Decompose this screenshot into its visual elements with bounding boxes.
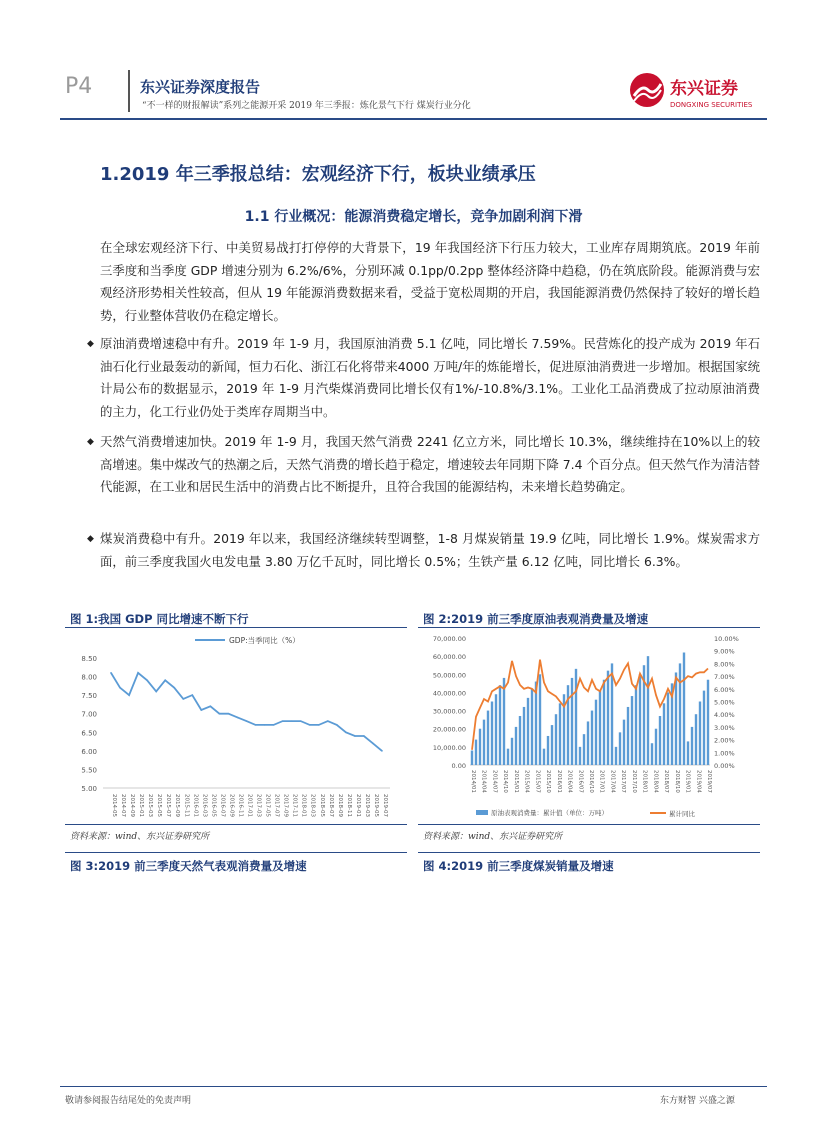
bullet-gas [87,431,760,499]
oil-consumption-bar [707,680,709,765]
section-heading: 1.2019 年三季报总结：宏观经济下行，板块业绩承压 [100,164,536,185]
gdp-data-point [110,672,112,674]
report-subtitle: “不一样的财报解读”系列之能源开采 2019 年三季报：炼化景气下行 煤炭行业分化 [142,101,471,111]
x-tick-label: 2014-09 [129,794,136,817]
y-tick-label: 6.50 [81,729,97,738]
x-tick-label: 2014/10 [502,770,509,793]
gdp-data-point [345,731,347,733]
gdp-data-point [291,720,293,722]
oil-consumption-bar [639,674,641,765]
gdp-data-point [327,720,329,722]
right-y-tick-label: 4.00% [714,711,735,720]
gdp-series-line [111,673,382,751]
left-y-tick-label: 40,000.00 [432,689,466,698]
oil-consumption-bar [631,696,633,765]
oil-consumption-bar [495,694,497,765]
figure-4-title: 图 4:2019 前三季度煤炭销量及增速 [423,859,614,873]
gdp-data-point [282,720,284,722]
oil-consumption-bar [659,716,661,765]
x-tick-label: 2016-09 [228,794,235,817]
oil-consumption-bar [479,729,481,765]
x-tick-label: 2018/07 [663,770,670,793]
right-y-tick-label: 10.00% [714,635,739,643]
page-number: P4 [65,74,93,99]
bullet-diamond-icon: ◆ [87,437,94,447]
gdp-data-point [255,724,257,726]
left-y-tick-label: 20,000.00 [432,725,466,734]
footer-rule [60,1086,767,1087]
gdp-data-point [273,724,275,726]
oil-consumption-bar [507,749,509,765]
x-tick-label: 2019/04 [695,770,702,793]
bullet-coal [87,528,760,573]
oil-consumption-bar [547,736,549,765]
x-tick-label: 2016/07 [577,770,584,793]
x-tick-label: 2018-11 [345,794,352,817]
oil-consumption-bar [615,747,617,765]
x-tick-label: 2017-01 [246,794,253,817]
gdp-data-point [164,679,166,681]
oil-consumption-bar [655,729,657,765]
gdp-data-point [237,717,239,719]
x-tick-label: 2017/01 [598,770,605,793]
x-tick-label: 2019/07 [706,770,712,793]
oil-consumption-bar [635,685,637,765]
bullet-oil-text: 原油消费增速稳中有升。2019 年 1-9 月，我国原油消费 5.1 亿吨，同比增长 7.59%。民营炼化的投产成为 2019 年石油石化行业最轰动的新闻，恒力石化、浙江石化将带来4000 万吨/年的炼能增长，促进原油消费进一步增加。根据国家统计局公布的数据显示，2019 年 1-9 月汽柴煤消费同比增长仅有1%/-10.8%/3.1%。工业化工品消费成了拉动原油消费的主力，化工行业仍处于类库存周期当中。 [100,336,760,419]
x-tick-label: 2015-07 [165,794,172,817]
gdp-data-point [128,694,130,696]
bullet-oil [87,333,760,423]
right-y-tick-label: 6.00% [714,685,735,694]
company-logo [628,70,768,114]
gdp-data-point [354,735,356,737]
figure-2-source: 资料来源：wind、东兴证券研究所 [423,832,563,842]
left-y-tick-label: 60,000.00 [432,653,466,662]
y-tick-label: 7.00 [81,710,97,719]
figure-1-frame [65,627,407,825]
x-tick-label: 2019-01 [354,794,361,817]
gdp-data-point [246,720,248,722]
oil-consumption-bar [515,727,517,765]
oil-consumption-bar [695,714,697,765]
x-tick-label: 2016-03 [201,794,208,817]
oil-consumption-bar [539,674,541,765]
right-y-tick-label: 2.00% [714,736,735,745]
oil-consumption-bar [499,685,501,765]
y-tick-label: 8.00 [81,673,97,682]
right-y-tick-label: 5.00% [714,698,735,707]
x-tick-label: 2017/10 [630,770,637,793]
oil-consumption-bar [599,691,601,765]
right-y-tick-label: 1.00% [714,749,735,758]
oil-consumption-bar [527,698,529,765]
oil-consumption-bar [687,741,689,765]
report-title: 东兴证券深度报告 [140,78,261,96]
gdp-data-point [228,713,230,715]
oil-consumption-chart [418,628,760,824]
gdp-data-point [210,705,212,707]
gdp-line-chart [65,628,407,824]
oil-consumption-bar [471,750,473,765]
bullet-diamond-icon: ◆ [87,339,94,349]
gdp-data-point [155,691,157,693]
subsection-heading: 1.1 行业概况：能源消费稳定增长，竞争加剧利润下滑 [244,209,583,225]
oil-consumption-bar [591,711,593,765]
oil-consumption-bar [619,732,621,765]
x-tick-label: 2016-07 [219,794,226,817]
x-tick-label: 2016/10 [588,770,594,793]
x-tick-label: 2017-11 [291,794,298,817]
x-tick-label: 2014/01 [470,770,476,793]
x-tick-label: 2017-03 [255,794,262,817]
oil-consumption-bar [583,734,585,765]
oil-consumption-bar [651,743,653,765]
gdp-data-point [173,687,175,689]
left-y-tick-label: 0.00 [451,762,466,770]
x-tick-label: 2015/04 [523,770,530,793]
y-tick-label: 5.50 [81,766,97,775]
x-tick-label: 2015/07 [534,770,541,793]
oil-consumption-bar [543,749,545,765]
x-tick-label: 2015-09 [174,794,181,817]
y-tick-label: 5.00 [81,785,97,793]
gdp-data-point [309,724,311,726]
right-y-tick-label: 8.00% [714,660,735,669]
left-y-tick-label: 70,000.00 [432,635,466,643]
x-tick-label: 2017-07 [273,794,280,817]
legend-bar-swatch [476,810,488,815]
oil-consumption-bar [487,711,489,765]
oil-consumption-bar [663,703,665,765]
x-tick-label: 2016-11 [237,794,244,817]
right-y-tick-label: 0.00% [714,762,735,770]
oil-consumption-bar [535,682,537,765]
oil-consumption-bar [691,727,693,765]
figure-1-source: 资料来源：wind、东兴证券研究所 [70,832,210,842]
bullet-coal-text: 煤炭消费稳中有升。2019 年以来，我国经济继续转型调整，1-8 月煤炭销量 19.9 亿吨，同比增长 1.9%。煤炭需求方面，前三季度我国火电发电量 3.80 万亿千瓦时，同比增长 0.5%；生铁产量 6.12 亿吨，同比增长 6.3%。 [100,531,760,569]
x-tick-label: 2018/01 [641,770,648,793]
oil-consumption-bar [519,716,521,765]
gdp-data-point [146,679,148,681]
x-tick-label: 2019/01 [684,770,691,793]
bullet-diamond-icon: ◆ [87,534,94,544]
oil-consumption-bar [587,721,589,765]
oil-consumption-bar [667,692,669,765]
gdp-data-point [201,709,203,711]
legend-line-label: 累计同比 [669,810,695,818]
right-y-tick-label: 3.00% [714,723,735,732]
x-tick-label: 2017/04 [609,770,616,793]
oil-consumption-bar [511,738,513,765]
oil-consumption-bar [475,740,477,765]
x-tick-label: 2018-01 [300,794,307,817]
oil-consumption-bar [483,720,485,765]
figure-1-title: 图 1:我国 GDP 同比增速不断下行 [70,612,249,626]
x-tick-label: 2016-01 [192,794,199,817]
y-tick-label: 7.50 [81,692,97,701]
intro-paragraph: 在全球宏观经济下行、中美贸易战打打停停的大背景下，19 年我国经济下行压力较大，工业库存周期筑底。2019 年前三季度和当季度 GDP 增速分别为 6.2%/6%，分别环减 0.1pp/0.2pp 整体经济降中趋稳，仍在筑底阶段。能源消费与宏观经济形势相关性较高，但从 19 年能源消费数据来看，受益于宽松周期的开启，我国能源消费仍然保持了较好的增长趋势，行业整体营收仍在稳定增长。 [100,240,760,323]
x-tick-label: 2015-01 [138,794,145,817]
x-tick-label: 2019-03 [363,794,370,817]
header-rule [60,118,767,120]
x-tick-label: 2016/01 [555,770,562,793]
oil-consumption-bar [491,702,493,766]
oil-consumption-bar [623,720,625,765]
oil-consumption-bar [555,714,557,765]
x-tick-label: 2017/07 [620,770,627,793]
x-tick-label: 2018-05 [318,794,325,817]
footer-disclaimer: 敬请参阅报告结尾处的免责声明 [65,1096,192,1106]
x-tick-label: 2014/07 [491,770,498,793]
oil-consumption-bar [559,703,561,765]
bullet-gas-text: 天然气消费增速加快。2019 年 1-9 月，我国天然气消费 2241 亿立方米，同比增长 10.3%，继续维持在10%以上的较高增速。集中煤改气的热潮之后，天然气消费的增长趋于稳定，增速较去年同期下降 7.4 个百分点。但天然气作为清洁替代能源，在工业和居民生活中的消费占比不断提升，且符合我国的能源结构，未来增长趋势确定。 [100,434,760,495]
figure-2-title: 图 2:2019 前三季度原油表观消费量及增速 [423,612,649,626]
oil-consumption-bar [679,663,681,765]
gdp-data-point [300,720,302,722]
oil-consumption-bar [595,700,597,765]
x-tick-label: 2018-03 [309,794,316,817]
y-tick-label: 8.50 [81,655,97,663]
x-tick-label: 2018/10 [673,770,680,793]
x-tick-label: 2014-07 [120,794,127,817]
logo-cn-text: 东兴证券 [670,79,738,99]
x-tick-label: 2015-11 [183,794,190,817]
x-tick-label: 2016/04 [566,770,573,793]
gdp-data-point [318,724,320,726]
x-tick-label: 2015-05 [156,794,163,817]
gdp-data-point [182,698,184,700]
gdp-data-point [336,724,338,726]
oil-consumption-bar [571,678,573,765]
gdp-data-point [219,713,221,715]
oil-consumption-bar [675,672,677,765]
x-tick-label: 2018/04 [652,770,659,793]
gdp-data-point [192,694,194,696]
oil-consumption-bar [627,707,629,765]
oil-consumption-bar [699,702,701,766]
left-y-tick-label: 10,000.00 [432,743,466,752]
x-tick-label: 2014-05 [111,794,117,817]
left-y-tick-label: 30,000.00 [432,707,466,716]
oil-consumption-bar [703,691,705,765]
gdp-data-point [264,724,266,726]
footer-slogan: 东方财智 兴盛之源 [660,1096,735,1106]
gdp-data-point [363,735,365,737]
oil-consumption-bar [523,707,525,765]
x-tick-label: 2014/04 [480,770,487,793]
dongxing-logo-icon [628,70,768,114]
x-tick-label: 2018-09 [336,794,343,817]
oil-consumption-bar [579,747,581,765]
oil-consumption-bar [603,680,605,765]
legend-label: GDP:当季同比（%） [229,636,300,645]
logo-en-text: DONGXING SECURITIES [670,101,753,109]
oil-consumption-bar [503,678,505,765]
legend-bar-label: 原油表观消费量：累计值（单位：万吨） [491,809,608,817]
oil-consumption-bar [647,656,649,765]
x-tick-label: 2019-07 [382,794,388,817]
oil-consumption-bar [683,653,685,765]
right-y-tick-label: 7.00% [714,673,735,682]
y-tick-label: 6.00 [81,747,97,756]
figure-2-frame [418,627,760,825]
gdp-data-point [119,687,121,689]
header-divider [128,70,130,112]
oil-consumption-bar [531,689,533,765]
x-tick-label: 2015/01 [512,770,519,793]
x-tick-label: 2017-05 [264,794,271,817]
oil-consumption-bar [551,725,553,765]
x-tick-label: 2018-07 [327,794,334,817]
x-tick-label: 2017-09 [282,794,289,817]
gdp-data-point [137,672,139,674]
x-tick-label: 2019-05 [372,794,379,817]
x-tick-label: 2015/10 [545,770,552,793]
oil-consumption-bar [575,669,577,765]
x-tick-label: 2016-05 [210,794,217,817]
oil-consumption-bar [607,671,609,765]
left-y-tick-label: 50,000.00 [432,671,466,680]
gdp-data-point [381,750,383,752]
x-tick-label: 2015-03 [147,794,154,817]
figure-3-title: 图 3:2019 前三季度天然气表观消费量及增速 [70,859,307,873]
right-y-tick-label: 9.00% [714,647,735,656]
gdp-data-point [372,743,374,745]
